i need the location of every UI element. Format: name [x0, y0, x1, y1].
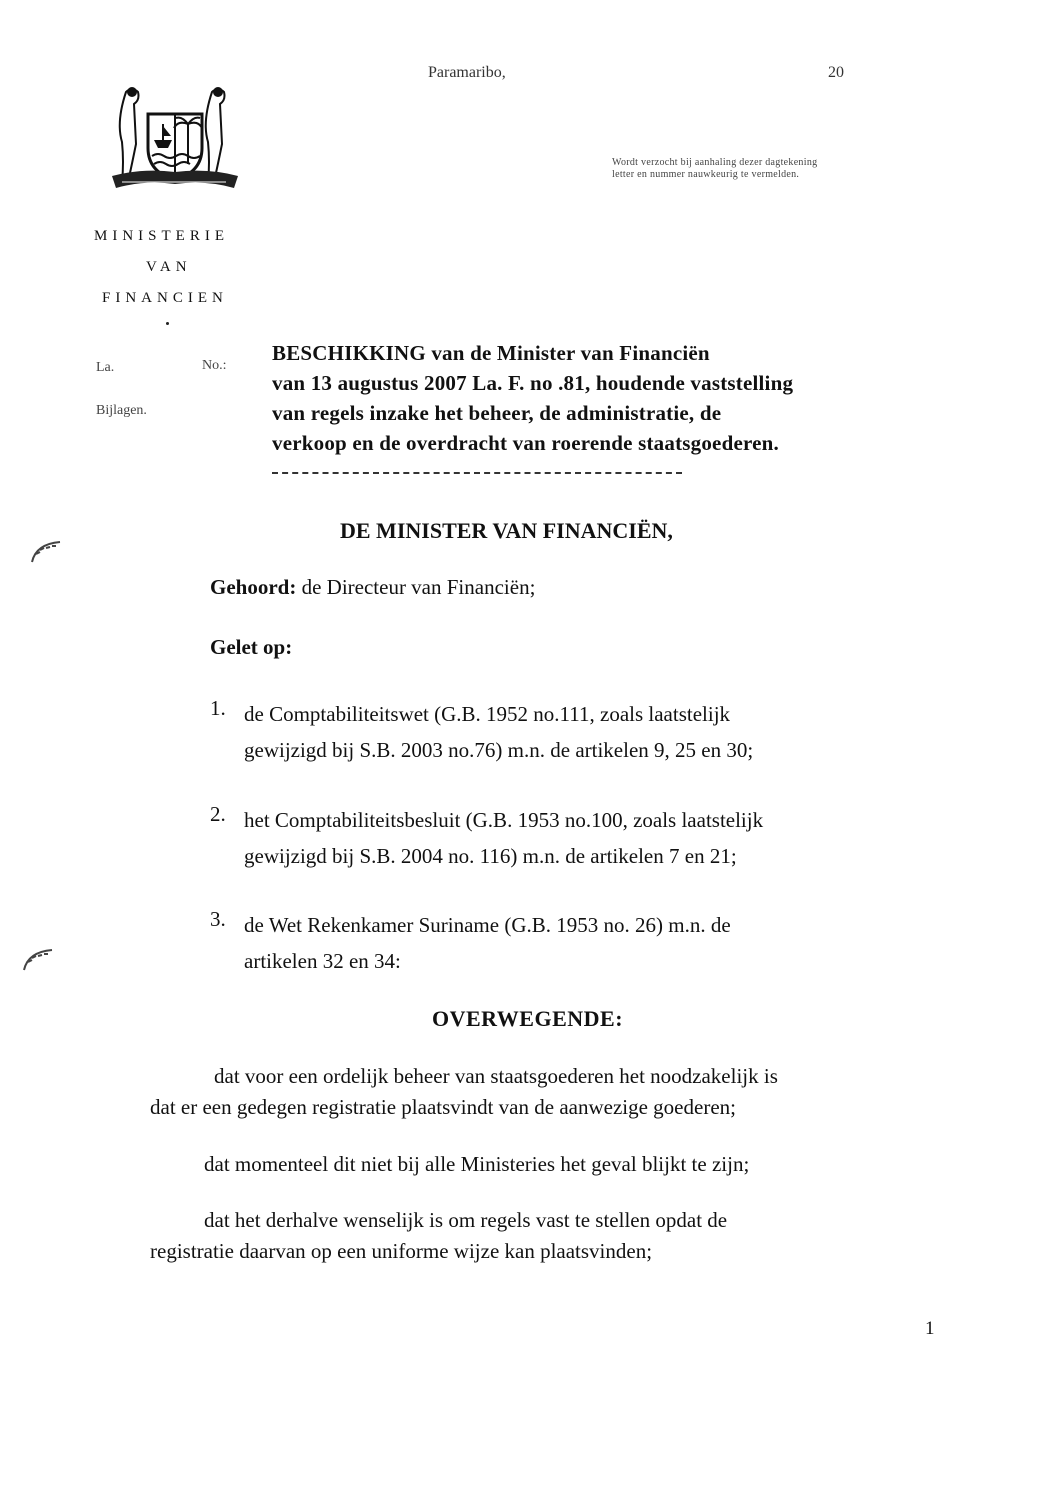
- reference-note-line1: Wordt verzocht bij aanhaling dezer dagtekening: [612, 157, 818, 168]
- header-city: Paramaribo,: [428, 64, 506, 81]
- title-line4: verkoop en de overdracht van roerende staatsgoederen.: [272, 431, 779, 455]
- gelet-item-1-line1: de Comptabiliteitswet (G.B. 1952 no.111, zoals laatstelijk: [244, 702, 731, 726]
- reference-note: [612, 157, 817, 181]
- gehoord-text: de Directeur van Financiën;: [301, 575, 536, 599]
- overwegende-p1-line2: dat er een gedegen registratie plaatsvindt van de aanwezige goederen;: [150, 1095, 736, 1119]
- document-title: [272, 338, 793, 458]
- ministry-line1: MINISTERIE: [94, 228, 229, 244]
- overwegende-p2: dat momenteel dit niet bij alle Ministeries het geval blijkt te zijn;: [204, 1152, 750, 1176]
- overwegende-heading: OVERWEGENDE:: [432, 1006, 624, 1031]
- scan-mark-bottom: [20, 944, 56, 974]
- gehoord-line: [210, 575, 535, 600]
- page-number: 1: [925, 1318, 935, 1339]
- title-line3: van regels inzake het beheer, de administratie, de: [272, 401, 722, 425]
- overwegende-p3-line1: dat het derhalve wenselijk is om regels vast te stellen opdat de: [204, 1208, 728, 1232]
- label-letter: La.: [96, 360, 115, 375]
- overwegende-p1-line1: dat voor een ordelijk beheer van staatsgoederen het noodzakelijk is: [214, 1064, 778, 1088]
- title-line2: van 13 augustus 2007 La. F. no .81, houdende vaststelling: [272, 371, 794, 395]
- gelet-item-3: [244, 907, 934, 979]
- gelet-item-1-number: 1.: [210, 696, 226, 720]
- gelet-op-label: Gelet op:: [210, 635, 293, 659]
- ministry-dot: [166, 322, 169, 325]
- gelet-item-2-line2: gewijzigd bij S.B. 2004 no. 116) m.n. de artikelen 7 en 21;: [244, 844, 737, 868]
- ministry-line3: FINANCIEN: [102, 290, 228, 306]
- reference-note-line2: letter en nummer nauwkeurig te vermelden.: [612, 169, 800, 180]
- label-number: No.:: [202, 358, 227, 373]
- minister-heading: DE MINISTER VAN FINANCIËN,: [340, 518, 673, 543]
- overwegende-p3-line2: registratie daarvan op een uniforme wijze kan plaatsvinden;: [150, 1239, 653, 1263]
- gelet-item-1: [244, 696, 934, 768]
- gelet-item-3-number: 3.: [210, 907, 226, 931]
- title-underline: [272, 472, 682, 474]
- coat-of-arms-seal: [108, 84, 242, 192]
- ministry-line2: VAN: [146, 259, 192, 275]
- gelet-item-2: [244, 802, 934, 874]
- gelet-item-3-line1: de Wet Rekenkamer Suriname (G.B. 1953 no. 26) m.n. de: [244, 913, 731, 937]
- gelet-item-3-line2: artikelen 32 en 34:: [244, 949, 401, 973]
- gelet-item-2-number: 2.: [210, 802, 226, 826]
- gehoord-label: Gehoord:: [210, 575, 297, 599]
- header-date-prefix: 20: [828, 64, 844, 81]
- scan-mark-top: [28, 536, 64, 566]
- title-line1: BESCHIKKING van de Minister van Financiën: [272, 341, 710, 365]
- label-attachments: Bijlagen.: [96, 403, 147, 418]
- gelet-item-1-line2: gewijzigd bij S.B. 2003 no.76) m.n. de artikelen 9, 25 en 30;: [244, 738, 754, 762]
- gelet-item-2-line1: het Comptabiliteitsbesluit (G.B. 1953 no.100, zoals laatstelijk: [244, 808, 764, 832]
